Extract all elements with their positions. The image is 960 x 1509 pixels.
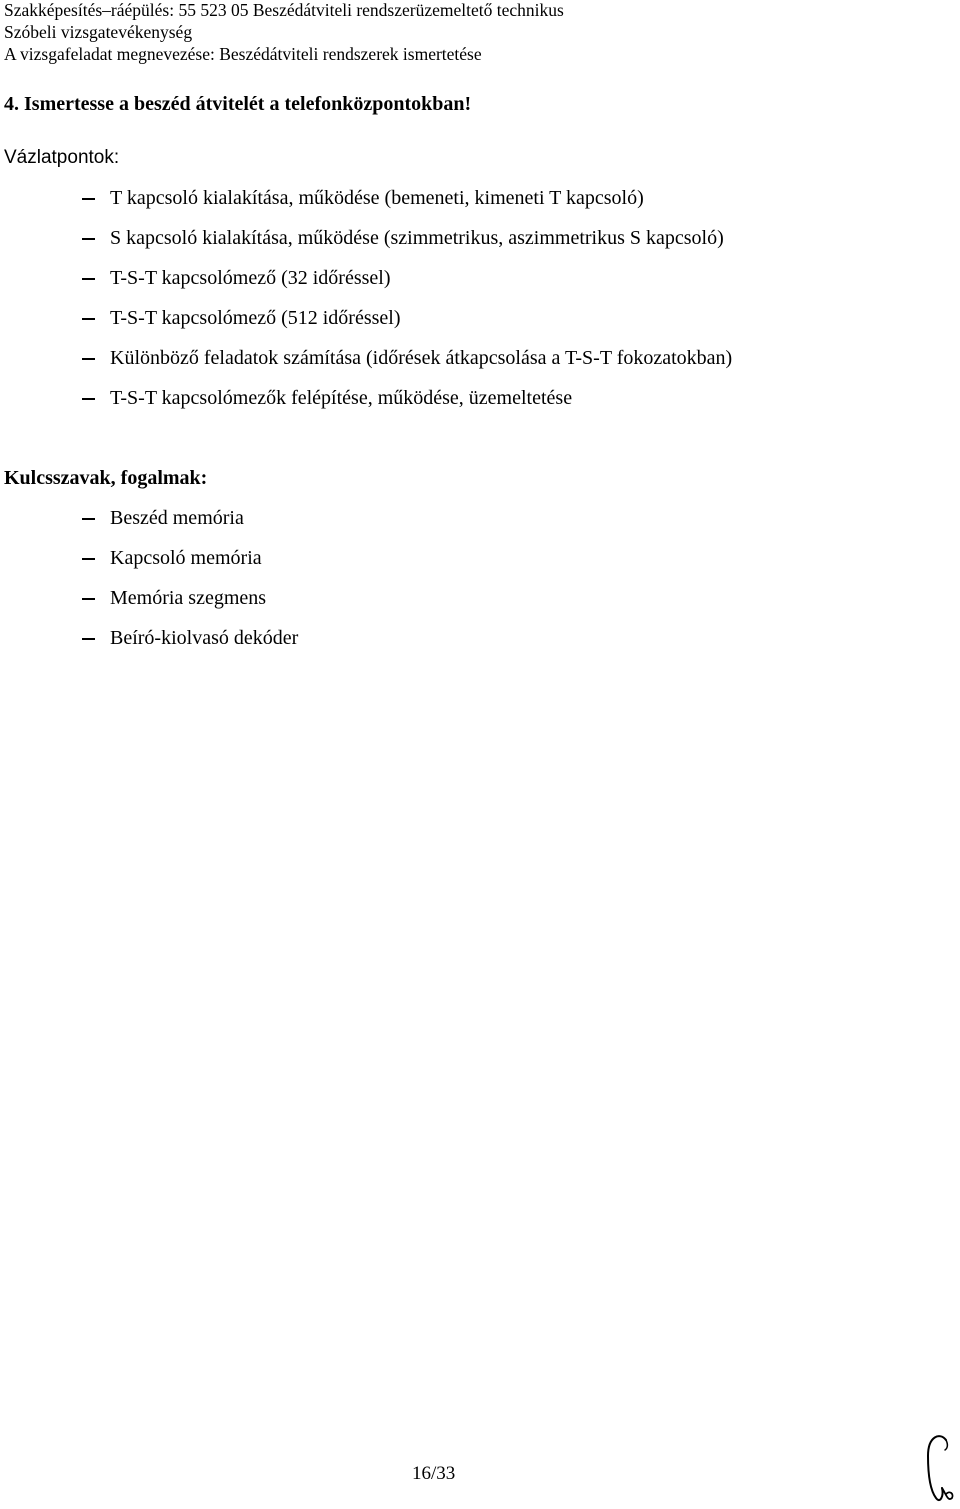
outline-item-text: Különböző feladatok számítása (időrések átkapcsolása a T-S-T fokozatokban) (110, 347, 733, 369)
header-exam-type: Szóbeli vizsgatevékenység (4, 22, 193, 42)
outline-item-text: S kapcsoló kialakítása, működése (szimmetrikus, aszimmetrikus S kapcsoló) (110, 227, 724, 249)
keyword-item-text: Memória szegmens (110, 587, 267, 609)
dash-bullet-icon (82, 198, 95, 200)
outline-item-text: T-S-T kapcsolómező (512 időréssel) (110, 307, 401, 329)
handwritten-initials-icon (918, 1428, 958, 1508)
keyword-item-text: Beíró-kiolvasó dekóder (110, 627, 299, 649)
keyword-item-text: Beszéd memória (110, 507, 244, 529)
outline-label: Vázlatpontok: (4, 147, 120, 168)
dash-bullet-icon (82, 318, 95, 320)
keywords-label: Kulcsszavak, fogalmak: (4, 467, 208, 489)
dash-bullet-icon (82, 518, 95, 520)
outline-item-text: T-S-T kapcsolómezők felépítése, működése, üzemeltetése (110, 387, 573, 409)
dash-bullet-icon (82, 598, 95, 600)
question-title: 4. Ismertesse a beszéd átvitelét a telefonközpontokban! (4, 93, 472, 115)
header-task-name: A vizsgafeladat megnevezése: Beszédátviteli rendszerek ismertetése (4, 44, 482, 64)
dash-bullet-icon (82, 238, 95, 240)
dash-bullet-icon (82, 278, 95, 280)
outline-item-text: T-S-T kapcsolómező (32 időréssel) (110, 267, 391, 289)
dash-bullet-icon (82, 358, 95, 360)
outline-item-text: T kapcsoló kialakítása, működése (bemeneti, kimeneti T kapcsoló) (110, 187, 644, 209)
keyword-item-text: Kapcsoló memória (110, 547, 262, 569)
page-number: 16/33 (412, 1463, 456, 1484)
dash-bullet-icon (82, 558, 95, 560)
header-qualification: Szakképesítés–ráépülés: 55 523 05 Beszédátviteli rendszerüzemeltető technikus (4, 0, 564, 20)
dash-bullet-icon (82, 398, 95, 400)
dash-bullet-icon (82, 638, 95, 640)
